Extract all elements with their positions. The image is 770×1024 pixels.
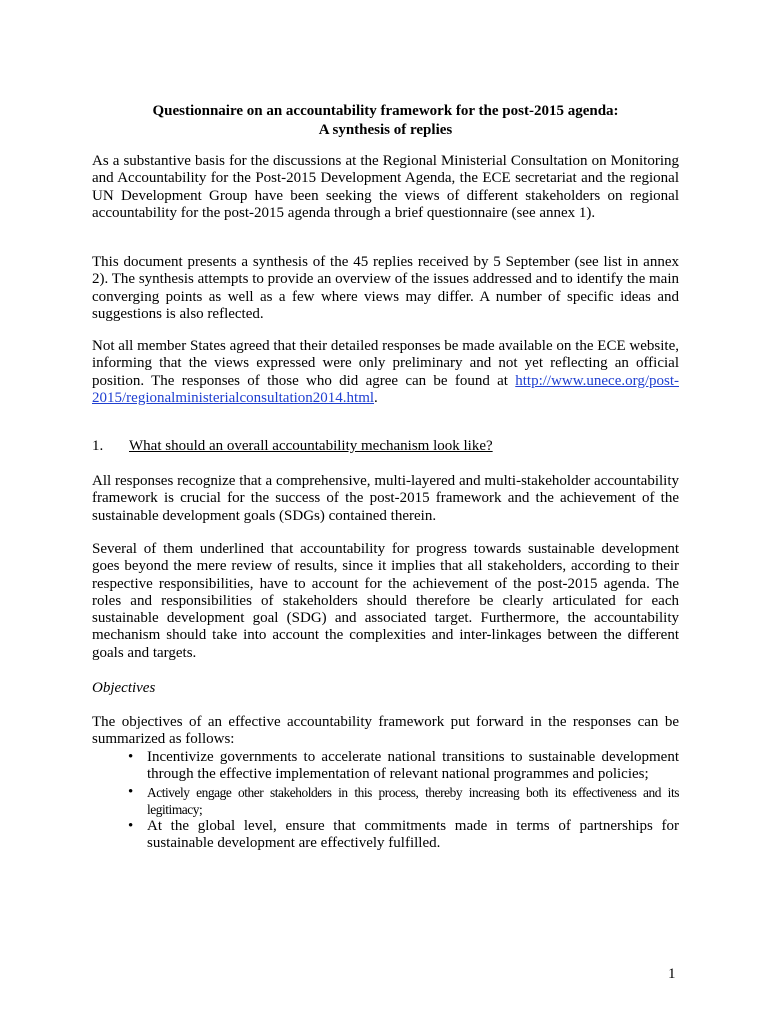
list-item [92,749,679,784]
page-number: 1 [668,966,676,982]
paragraph-synthesis: This document presents a synthesis of the 45 replies received by 5 September (see list in annex 2). The synthesis attempts to provide an overview of the issues addressed and to identify the main converging points as well as a few where views may differ. A number of specific ideas and suggestions is also reflected. [92,254,679,322]
subheading-objectives: Objectives [92,680,156,696]
list-item [92,784,679,818]
list-item [92,818,679,853]
section-1-number: 1. [92,438,104,454]
bullet-icon: • [128,749,134,765]
bullet-icon: • [128,817,134,834]
list-item-text: Incentivize governments to accelerate national transitions to sustainable development through the effective implementation of relevant national programmes and policies; [147,749,679,783]
objectives-list [92,749,679,852]
paragraph-several: Several of them underlined that accountability for progress towards sustainable development goes beyond the mere review of results, since it implies that all stakeholders, according to their respective responsibilities, have to account for the achievement of the post-2015 agenda. The roles and responsibilities of stakeholders should therefore be clearly articulated for each sustainable development goal (SDG) and associated target. Furthermore, the accountability mechanism should take into account the complexities and inter-linkages between the different goals and targets. [92,541,679,661]
list-item-text: At the global level, ensure that commitments made in terms of partnerships for sustainable development are effectively fulfilled. [147,817,679,851]
paragraph-responses [92,338,679,407]
section-1-title: What should an overall accountability mechanism look like? [129,438,493,454]
title-line-1: Questionnaire on an accountability framework for the post-2015 agenda: [152,103,619,119]
title-line-2: A synthesis of replies [318,122,453,138]
paragraph-all-responses: All responses recognize that a comprehensive, multi-layered and multi-stakeholder accountability framework is crucial for the success of the post-2015 framework and the achievement of the sustainable development goals (SDGs) contained therein. [92,473,679,524]
section-1-heading [92,438,679,455]
paragraph-responses-text: Not all member States agreed that their detailed responses be made available on the ECE website, informing that the views expressed were only preliminary and not yet reflecting an official position. The responses of those who did agree can be found at [92,338,679,389]
paragraph-intro: As a substantive basis for the discussions at the Regional Ministerial Consultation on Monitoring and Accountability for the Post-2015 Development Agenda, the ECE secretariat and the regional UN Development Group have been seeking the views of different stakeholders on regional accountability for the post-2015 agenda through a brief questionnaire (see annex 1). [92,153,679,221]
list-item-text: Actively engage other stakeholders in this process, thereby increasing both its effectiveness and its legitimacy; [147,784,679,817]
paragraph-responses-end: . [374,389,378,406]
document-title [92,102,679,140]
responses-link[interactable]: http://www.unece.org/post-2015/regionalministerialconsultation2014.html [92,372,679,406]
bullet-icon: • [128,783,133,800]
paragraph-objectives-intro: The objectives of an effective accountability framework put forward in the responses can be summarized as follows: [92,714,679,748]
